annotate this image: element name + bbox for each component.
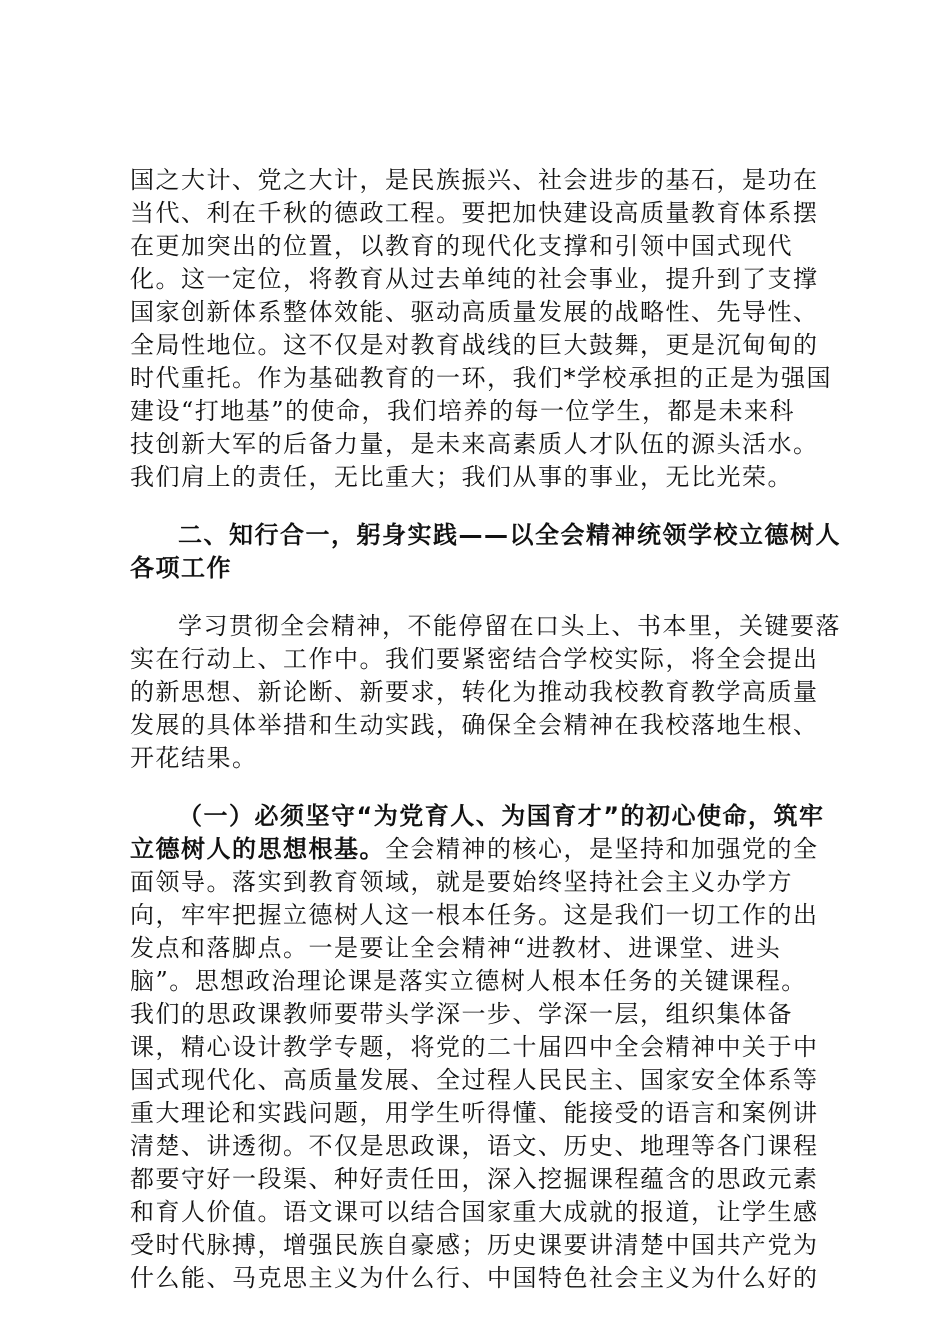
text-line: 课，精心设计教学专题，将党的二十届四中全会精神中关于中 <box>130 1033 819 1061</box>
text-line <box>130 833 834 866</box>
text-line: 技创新大军的后备力量，是未来高素质人才队伍的源头活水。 <box>130 430 819 458</box>
text-line: 我们肩上的责任，无比重大；我们从事的事业，无比光荣。 <box>130 463 793 491</box>
text-line: 和育人价值。语文课可以结合国家重大成就的报道，让学生感 <box>130 1198 819 1226</box>
text-line: 受时代脉搏，增强民族自豪感；历史课要讲清楚中国共产党为 <box>130 1231 819 1259</box>
text-run: 全会精神的核心，是坚持和加强党的全 <box>385 835 819 863</box>
subheading-tail: 立德树人的思想根基。 <box>130 835 385 863</box>
text-line: 向，牢牢把握立德树人这一根本任务。这是我们一切工作的出 <box>130 901 819 929</box>
subheading-line: （一）必须坚守“为党育人、为国育才”的初心使命，筑牢 <box>178 802 825 830</box>
text-line: 时代重托。作为基础教育的一环，我们*学校承担的正是为强国 <box>130 364 832 392</box>
heading-line: 二、知行合一，躬身实践——以全会精神统领学校立德树人 <box>178 521 841 549</box>
text-line: 国家创新体系整体效能、驱动高质量发展的战略性、先导性、 <box>130 298 819 326</box>
document-page <box>130 164 841 1320</box>
text-line: 清楚、讲透彻。不仅是思政课，语文、历史、地理等各门课程 <box>130 1132 819 1160</box>
text-line: 我们的思政课教师要带头学深一步、学深一层，组织集体备 <box>130 1000 793 1028</box>
text-line: 的新思想、新论断、新要求，转化为推动我校教育教学高质量 <box>130 678 819 706</box>
text-line: 国之大计、党之大计，是民族振兴、社会进步的基石，是功在 <box>130 166 819 194</box>
text-line: 国式现代化、高质量发展、全过程人民民主、国家安全体系等 <box>130 1066 819 1094</box>
text-line: 学习贯彻全会精神，不能停留在口头上、书本里，关键要落 <box>178 612 841 640</box>
text-line: 在更加突出的位置，以教育的现代化支撑和引领中国式现代 <box>130 232 793 260</box>
text-line: 发展的具体举措和生动实践，确保全会精神在我校落地生根、 <box>130 711 819 739</box>
text-line: 重大理论和实践问题，用学生听得懂、能接受的语言和案例讲 <box>130 1099 819 1127</box>
section-heading <box>130 519 841 585</box>
heading-line: 各项工作 <box>130 554 232 582</box>
text-line: 当代、利在千秋的德政工程。要把加快建设高质量教育体系摆 <box>130 199 819 227</box>
text-line: 什么能、马克思主义为什么行、中国特色社会主义为什么好的 <box>130 1264 819 1292</box>
text-line: 化。这一定位，将教育从过去单纯的社会事业，提升到了支撑 <box>130 265 819 293</box>
paragraph-2 <box>130 610 841 775</box>
text-line: 脑”。思想政治理论课是落实立德树人根本任务的关键课程。 <box>130 967 807 995</box>
text-line: 全局性地位。这不仅是对教育战线的巨大鼓舞，更是沉甸甸的 <box>130 331 819 359</box>
text-line: 建设“打地基”的使命，我们培养的每一位学生，都是未来科 <box>130 397 796 425</box>
paragraph-3 <box>130 800 834 1295</box>
text-line: 实在行动上、工作中。我们要紧密结合学校实际，将全会提出 <box>130 645 819 673</box>
text-line: 都要守好一段渠、种好责任田，深入挖掘课程蕴含的思政元素 <box>130 1165 819 1193</box>
text-line: 开花结果。 <box>130 744 258 772</box>
paragraph-1 <box>130 164 834 494</box>
text-line: 面领导。落实到教育领域，就是要始终坚持社会主义办学方 <box>130 868 793 896</box>
text-line: 发点和落脚点。一是要让全会精神“进教材、进课堂、进头 <box>130 934 782 962</box>
